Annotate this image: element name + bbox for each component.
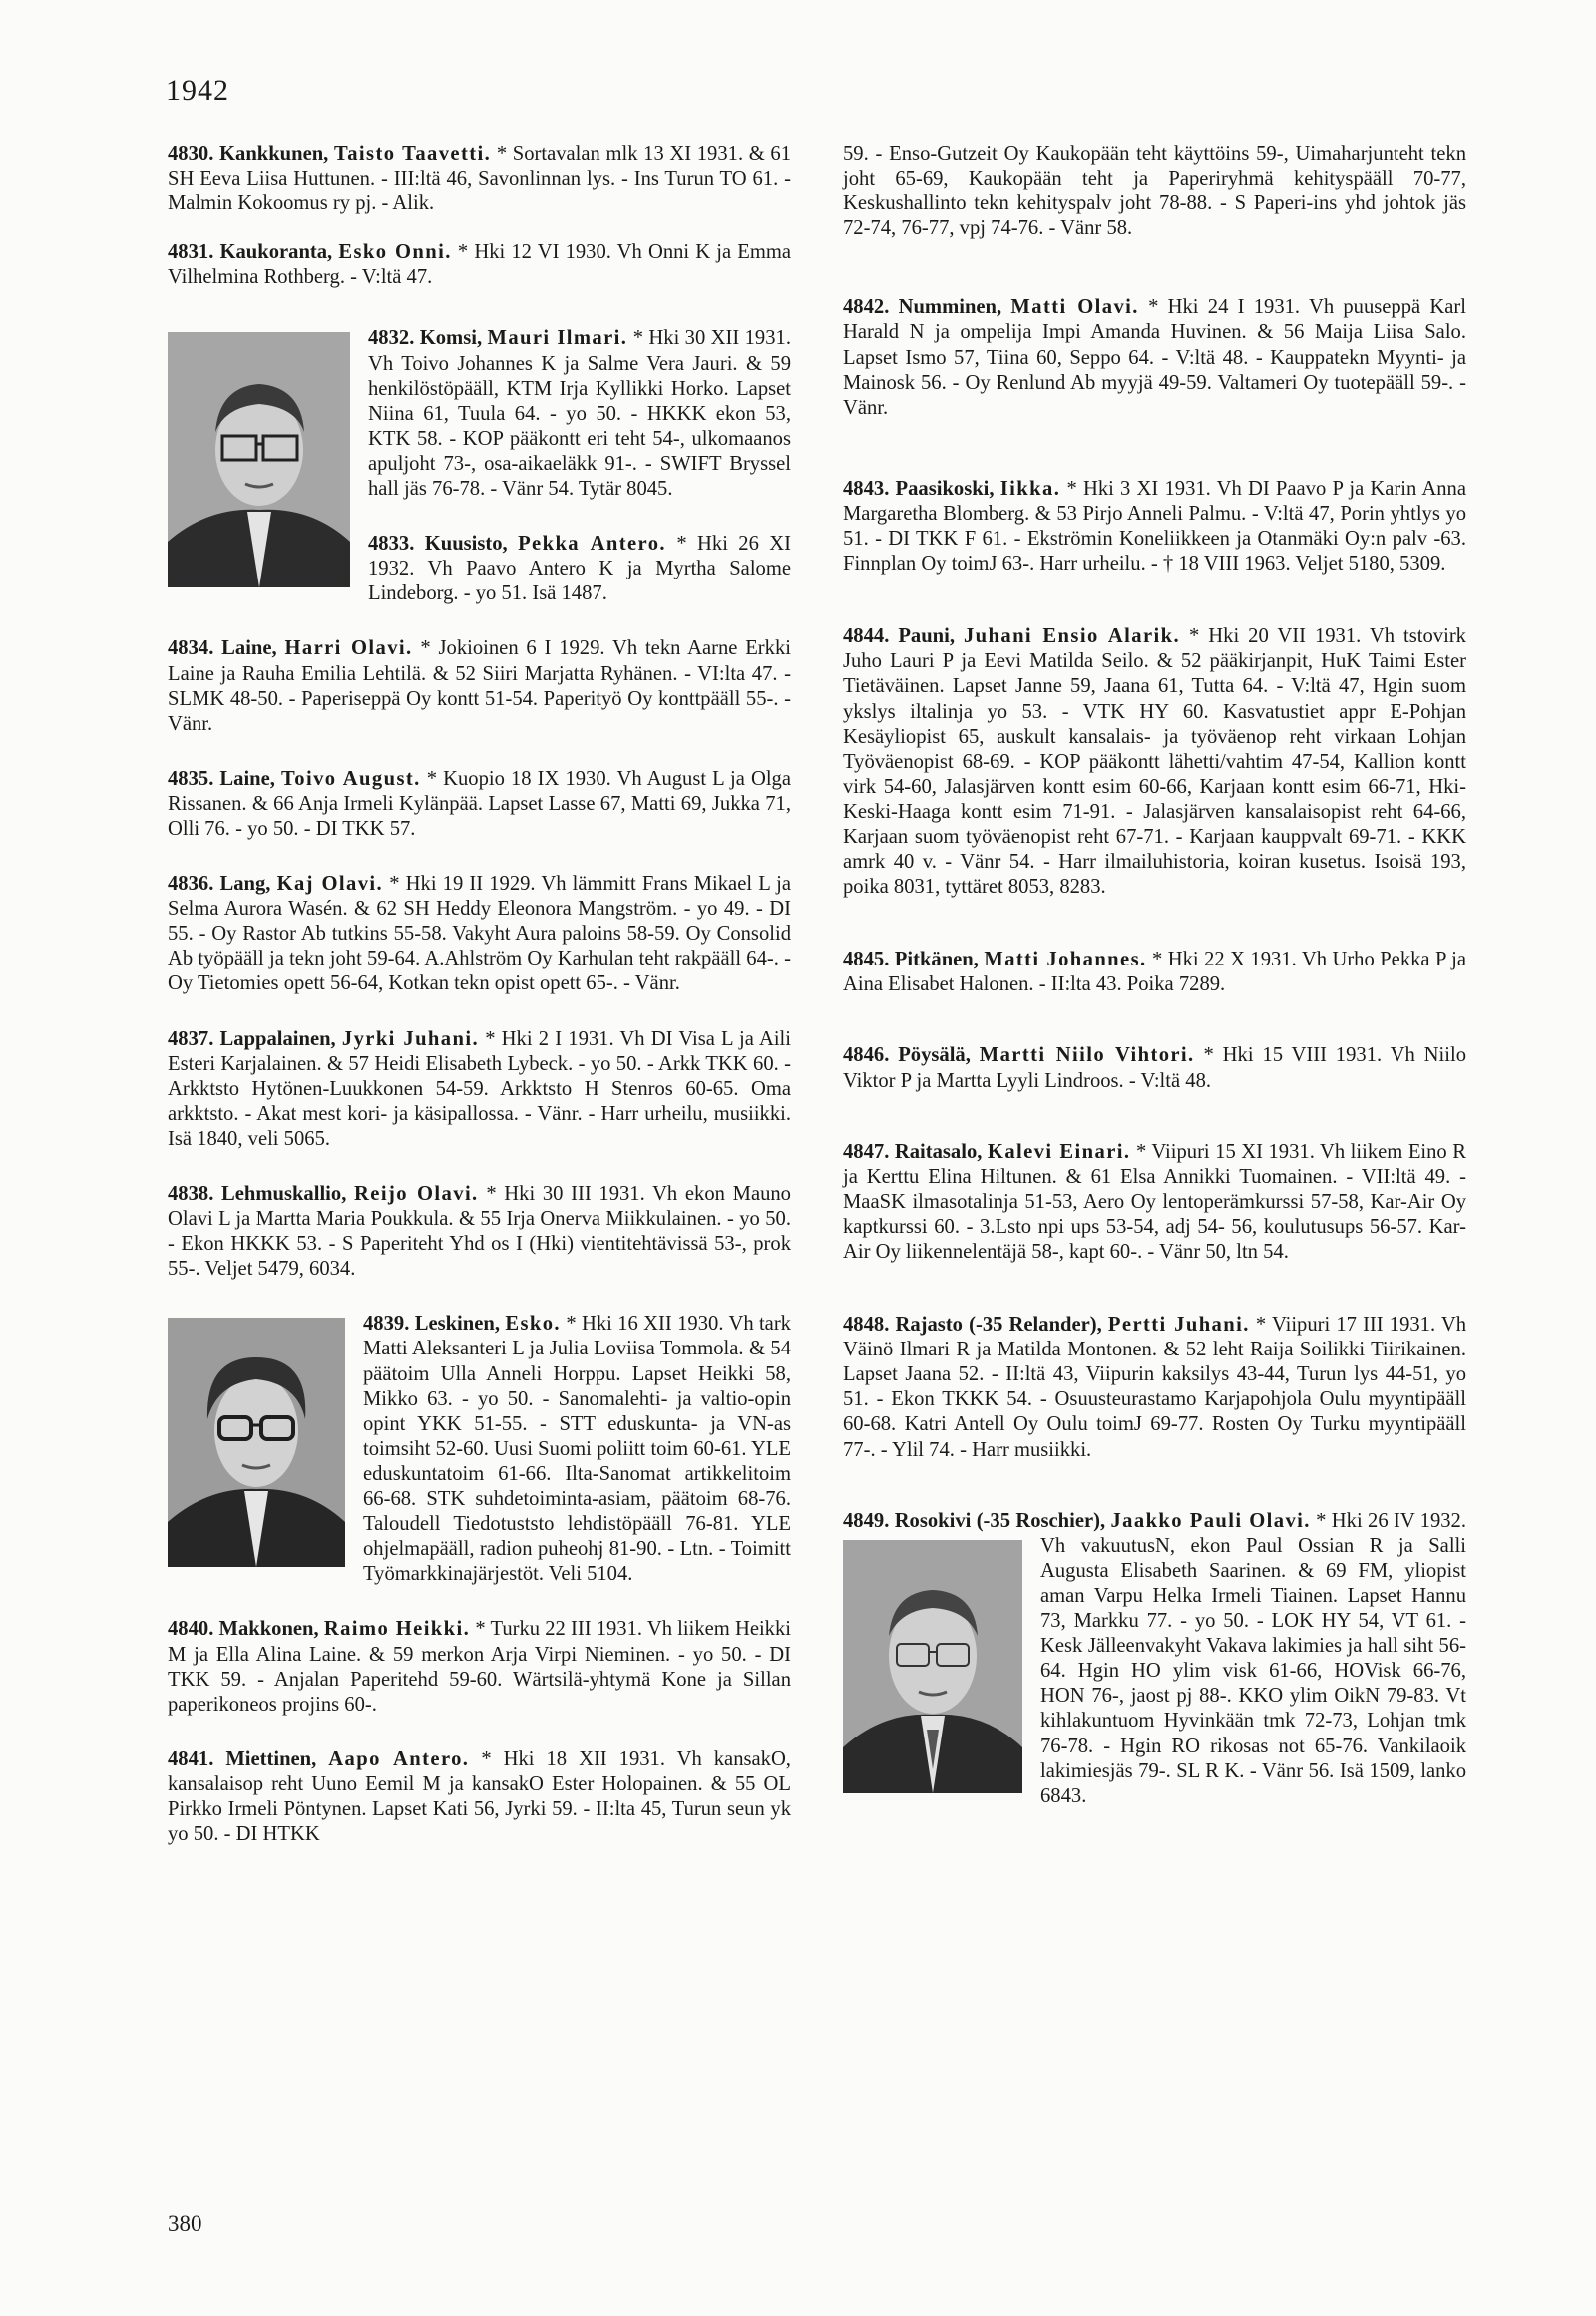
entry-4847 (843, 1140, 1466, 1265)
entry-given-names: Jyrki Juhani. (341, 1027, 480, 1050)
entry-surname: Leskinen, (414, 1313, 500, 1336)
entry-given-names: Harri Olavi. (284, 637, 413, 660)
entry-given-names: Esko Onni. (338, 241, 452, 264)
entry-given-names: Pertti Juhani. (1107, 1314, 1250, 1337)
entry-text: 59. - Enso-Gutzeit Oy Kaukopään teht käyttöins 59-, Uimaharjunteht tekn joht 65-69, Kaukopään teht ja Paperiryhmä kehityspääll 70-77, Keskushallinto tekn kehityspalv joht 78-88. - S Paperi-ins yhd johtok jäs 72-74, 76-77, vpj 74-76. - Vänr 58. (843, 143, 1466, 240)
entry-text: * Turku 22 III 1931. Vh liikem Heikki M ja Ella Alina Laine. & 59 merkon Arja Virpi Nieminen. - yo 50. - DI TKK 59. - Anjalan Paperitehd 59-60. Wärtsilä-yhtymä Kone ja Sillan paperikoneos projins 60-. (168, 1618, 792, 1716)
entry-surname: Makkonen, (218, 1618, 319, 1641)
entry-given-names: Aapo Antero. (328, 1747, 470, 1770)
entry-4844 (843, 624, 1466, 900)
entry-surname: Kaukoranta, (219, 241, 333, 264)
entry-4835 (168, 767, 791, 842)
entry-number: 4839. (363, 1313, 410, 1336)
entry-given-names: Raimo Heikki. (323, 1618, 471, 1641)
entry-text: * Hki 20 VII 1931. Vh tstovirk Juho Lauri P ja Eevi Matilda Seilo. & 52 pääkirjanpit, HuK Taimi Ester Tietäväinen. Lapset Janne 59, Jaana 61, Tutta 64. - V:ltä 47, Hgin suom ykslys iltalinja yo 53. - VTK HY 60. Kasvatustiet appr E-Pohjan Kesäyliopist 65, auskult kansalais- ja työväenop reht virkaan Lohjan Työväenopist 68-69. - KOP pääkontt lähetti/vahtim 47-54, Kallion kontt virk 54-60, Jalasjärven kontt esim 60-66, Karjaan kontt esim 66-71, Hki-Keski-Haaga kontt esim 71-91. - Jalasjärven kansalaisopist reht 64-66, Karjaan suom työväenopist reht 67-71. - Karjaan kauppvalt 69-71. - KKK amrk 40 v. - Vänr 54. - Harr ilmailuhistoria, koiran kusetus. Isoisä 193, poika 8031, tyttäret 8053, 8283. (843, 625, 1466, 899)
entry-4840 (168, 1617, 791, 1717)
entry-text: * Hki 30 III 1931. Vh ekon Mauno Olavi L ja Martta Maria Poukkula. & 55 Irja Onerva Miikkulainen. - yo 50. - Ekon HKKK 53. - S Paperiteht Yhd os I (Hki) vientitehtävissä 53-, prok 55-. Veljet 5479, 6034. (168, 1183, 791, 1281)
entry-given-names: Pekka Antero. (518, 533, 666, 556)
entry-4837 (168, 1027, 791, 1152)
entry-text: * Viipuri 17 III 1931. Vh Väinö Ilmari R ja Matilda Montonen. & 52 leht Raija Soilikki Tiirikainen. Lapset Jaana 52. - II:ltä 43, Viipurin kaksilys 43-44, Turun lys 44-51, yo 51. - Ekon TKKK 54. - Osuusteurastamo Karjapohjola Oulu myyntipääll 60-68. Katri Antell Oy Oulu toimJ 69-77. Rosten Oy Turku myyntipääll 77-. - Ylil 74. - Harr musiikki. (843, 1314, 1467, 1461)
entry-4839 (168, 1312, 791, 1587)
entry-given-names: Juhani Ensio Alarik. (963, 625, 1181, 648)
entry-4831 (168, 240, 791, 290)
entry-4843 (843, 477, 1466, 577)
portrait-photo-leskinen (168, 1318, 345, 1567)
entry-4832 (168, 326, 791, 502)
entry-surname: Lehmuskallio, (221, 1183, 347, 1205)
entry-number: 4842. (843, 296, 890, 319)
entry-number: 4840. (168, 1618, 214, 1641)
entry-text: * Hki 24 I 1931. Vh puuseppä Karl Harald N ja ompelija Impi Amanda Huvinen. & 56 Maija Liisa Salo. Lapset Ismo 57, Tiina 60, Seppo 64. - V:ltä 48. - Kauppatekn Myynti- ja Mainosk 56. - Oy Renlund Ab myyjä 49-59. Valtameri Oy tuotepääll 59-. - Vänr. (843, 296, 1466, 419)
entry-surname: Raitasalo, (894, 1140, 983, 1163)
entry-number: 4837. (168, 1027, 214, 1050)
entry-surname: Lang, (219, 873, 271, 896)
entry-number: 4848. (843, 1314, 890, 1337)
entry-surname: Rajasto (-35 Relander), (895, 1314, 1102, 1337)
entry-text: * Sortavalan mlk 13 XI 1931. & 61 SH Eeva Liisa Huttunen. - III:ltä 46, Savonlinnan lys. - Ins Turun TO 61. - Malmin Kokoomus ry pj. - Alik. (168, 143, 792, 215)
entry-given-names: Reijo Olavi. (354, 1183, 479, 1205)
entry-number: 4835. (168, 767, 214, 790)
entry-4848 (843, 1313, 1466, 1463)
entry-number: 4845. (843, 949, 890, 971)
entry-given-names: Martti Niilo Vihtori. (979, 1044, 1195, 1067)
year-header: 1942 (166, 74, 229, 107)
entry-surname: Laine, (219, 767, 275, 790)
entry-text: * Hki 12 VI 1930. Vh Onni K ja Emma Vilhelmina Rothberg. - V:ltä 47. (168, 241, 792, 289)
entry-surname: Pauni, (898, 625, 955, 648)
entry-surname: Komsi, (419, 327, 483, 350)
entry-text: * Hki 30 XII 1931. Vh Toivo Johannes K ja Salme Vera Jauri. & 59 henkilöstöpääll, KTM Irja Kyllikki Horko. Lapset Niina 61, Tuula 64. - yo 50. - HKKK ekon 53, KTK 58. - KOP pääkontt eri teht 54-, ulkomaanos apuljoht 73-, osa-aikaeläkk 91-. - SWIFT Bryssel hall jäs 76-78. - Vänr 54. Tytär 8045. (368, 327, 791, 501)
entry-surname: Paasikoski, (895, 477, 995, 500)
right-column (843, 142, 1466, 1809)
entry-text: * Jokioinen 6 I 1929. Vh tekn Aarne Erkki Laine ja Rauha Emilia Lehtilä. & 52 Siiri Marjatta Ryhänen. - VI:lta 47. - SLMK 48-50. - Paperiseppä Oy kontt 51-54. Paperityö Oy konttpääll 55-. - Vänr. (168, 637, 791, 735)
entry-number: 4846. (843, 1044, 890, 1067)
entry-given-names: Iikka. (999, 477, 1061, 500)
entry-surname: Kuusisto, (424, 533, 508, 556)
entry-number: 4841. (168, 1747, 214, 1770)
entry-4841 (168, 1747, 791, 1847)
portrait-image (168, 332, 350, 587)
entry-surname: Kankkunen, (219, 143, 329, 165)
entry-given-names: Taisto Taavetti. (333, 143, 492, 165)
entry-given-names: Kaj Olavi. (276, 873, 384, 896)
entry-given-names: Matti Olavi. (1010, 296, 1139, 319)
entry-text: * Hki 15 VIII 1931. Vh Niilo Viktor P ja Martta Lyyli Lindroos. - V:ltä 48. (843, 1044, 1467, 1092)
entry-4846 (843, 1043, 1466, 1093)
entry-given-names: Esko. (505, 1313, 561, 1336)
entry-surname: Lappalainen, (219, 1027, 336, 1050)
entry-number: 4832. (368, 327, 415, 350)
entry-4830 (168, 142, 791, 216)
portrait-image (168, 1318, 345, 1567)
entry-surname: Pitkänen, (894, 949, 979, 971)
entry-text: * Hki 19 II 1929. Vh lämmitt Frans Mikael L ja Selma Aurora Wasén. & 62 SH Heddy Eleonora Mangström. - yo 49. - DI 55. - Oy Rastor Ab tutkins 55-58. Vakyht Aura paloins 58-59. Oy Consolid Ab työpääll ja tekn joht 59-64. A.Ahlström Oy Karhulan teht rakpääll 64-. - Oy Tietomies opett 56-64, Kotkan tekn opist opett 65-. - Vänr. (168, 873, 792, 995)
entry-number: 4843. (843, 477, 890, 500)
entry-number: 4830. (168, 143, 214, 165)
page-number: 380 (168, 2211, 202, 2236)
entry-given-names: Mauri Ilmari. (487, 327, 628, 350)
entry-number: 4838. (168, 1183, 214, 1205)
entry-number: 4849. (843, 1509, 890, 1532)
entry-number: 4834. (168, 637, 214, 660)
entry-number: 4831. (168, 241, 214, 264)
entry-number: 4833. (368, 533, 415, 556)
entry-surname: Laine, (221, 637, 277, 660)
entry-number: 4847. (843, 1140, 890, 1163)
portrait-photo-komsi (168, 332, 350, 587)
entry-text: * Kuopio 18 IX 1930. Vh August L ja Olga Rissanen. & 66 Anja Irmeli Kylänpää. Lapset Lasse 67, Matti 69, Jukka 71, Olli 76. - yo 50. - DI TKK 57. (168, 767, 791, 840)
entry-text: * Hki 18 XII 1931. Vh kansakO, kansalaisop reht Uuno Eemil M ja kansakO Ester Holopainen. & 55 OL Pirkko Irmeli Pöntynen. Lapset Kati 56, Jyrki 59. - II:lta 45, Turun seun yk yo 50. - DI HTKK (168, 1747, 791, 1846)
entry-text: * Hki 22 X 1931. Vh Urho Pekka P ja Aina Elisabet Halonen. - II:lta 43. Poika 7289. (843, 949, 1466, 996)
entry-number: 4844. (843, 625, 890, 648)
entry-text: * Hki 16 XII 1930. Vh tark Matti Aleksanteri L ja Julia Loviisa Tommola. & 54 päätoim Ulla Anneli Horppu. Lapset Heikki 58, Mikko 63. - yo 50. - Sanomalehti- ja valtio-opin opint YKK 51-55. - STT eduskunta- ja VN-as toimsiht 52-60. Uusi Suomi poliitt toim 60-61. YLE eduskuntatoim 61-66. Ilta-Sanomat artikkelitoim 66-68. STK suhdetoiminta-asiam, päätoim 68-76. Taloudell Tiedotuststo lehdistöpääll 76-81. YLE ohjelmapääll, radion puheohj 81-90. - Ltn. - Toimitt Työmarkkinajärjestöt. Veli 5104. (363, 1313, 791, 1586)
entry-4834 (168, 636, 791, 736)
entry-text: * Hki 2 I 1931. Vh DI Visa L ja Aili Esteri Karjalainen. & 57 Heidi Elisabeth Lybeck. - yo 50. - Arkk TKK 60. - Arkktsto Hytönen-Luukkonen 54-59. Arkktsto H Stenros 60-65. Oma arkktsto. - Akat mest kori- ja käsipallossa. - Vänr. - Harr urheilu, musiikki. Isä 1840, veli 5065. (168, 1027, 791, 1150)
entry-text: * Viipuri 15 XI 1931. Vh liikem Eino R ja Kerttu Elina Hiltunen. & 61 Elsa Annikki Tuomainen. - VII:ltä 49. - MaaSK ilmasotalinja 51-53, Aero Oy lentoperämkurssi 57-58, Kar-Air Oy kaptkurssi 60. - 3.Lsto npi ups 53-54, adj 54- 56, koulutusups 56-57. Kar-Air Oy liikennelentäjä 58-, kapt 60-. - Vänr 50, ltn 54. (843, 1140, 1466, 1263)
entry-given-names: Toivo August. (281, 767, 421, 790)
entry-surname: Rosokivi (-35 Roschier), (894, 1509, 1106, 1532)
entry-surname: Numminen, (898, 296, 1002, 319)
entry-text: * Hki 26 IV 1932. Vh vakuutusN, ekon Paul Ossian R ja Salli Augusta Elisabeth Saarinen. & 69 FM, yliopist aman Varpu Helka Irmeli Tiainen. Lapset Hannu 73, Markku 77. - yo 50. - LOK HY 54, VT 61. - Kesk Jälleenvakyht Vakava lakimies ja hall siht 56-64. Hgin HO ylim visk 61-66, HOVisk 66-76, HON 76-, jaost pj 88-. KKO ylim OikN 79-83. Vt kihlakuntuom Hyvinkään tmk 72-73, Lohjan tmk 76-78. - Hgin RO rikosas not 65-76. Vankilaoik lakimiesjäs 79-. SL R K. - Vänr 56. Isä 1509, lanko 6843. (1040, 1509, 1466, 1807)
left-column (168, 142, 791, 1847)
entry-given-names: Matti Johannes. (984, 949, 1147, 971)
entry-4845 (843, 948, 1466, 997)
entry-text: * Hki 26 XI 1932. Vh Paavo Antero K ja Myrtha Salome Lindeborg. - yo 51. Isä 1487. (368, 533, 791, 605)
entry-4836 (168, 872, 791, 996)
entry-given-names: Kalevi Einari. (987, 1140, 1131, 1163)
entry-text: * Hki 3 XI 1931. Vh DI Paavo P ja Karin Anna Margaretha Blomberg. & 53 Pirjo Anneli Palmu. - V:ltä 47, Porin yhtlys yo 51. - DI TKK F 61. - Ekströmin Koneliikkeen ja Otanmäki Oy:n palv -63. Finnplan Oy toimJ 63-. Harr urheilu. - † 18 VIII 1963. Veljet 5180, 5309. (843, 477, 1466, 576)
entry-4849 (843, 1509, 1466, 1809)
entry-4842 (843, 295, 1466, 420)
entry-surname: Pöysälä, (898, 1044, 971, 1067)
entry-given-names: Jaakko Pauli Olavi. (1110, 1509, 1311, 1532)
entry-number: 4836. (168, 873, 214, 896)
portrait-image (843, 1540, 1022, 1793)
entry-4838 (168, 1182, 791, 1282)
entry-surname: Miettinen, (225, 1747, 317, 1770)
portrait-photo-rosokivi (843, 1540, 1022, 1793)
entry-4841-continued (843, 142, 1466, 241)
